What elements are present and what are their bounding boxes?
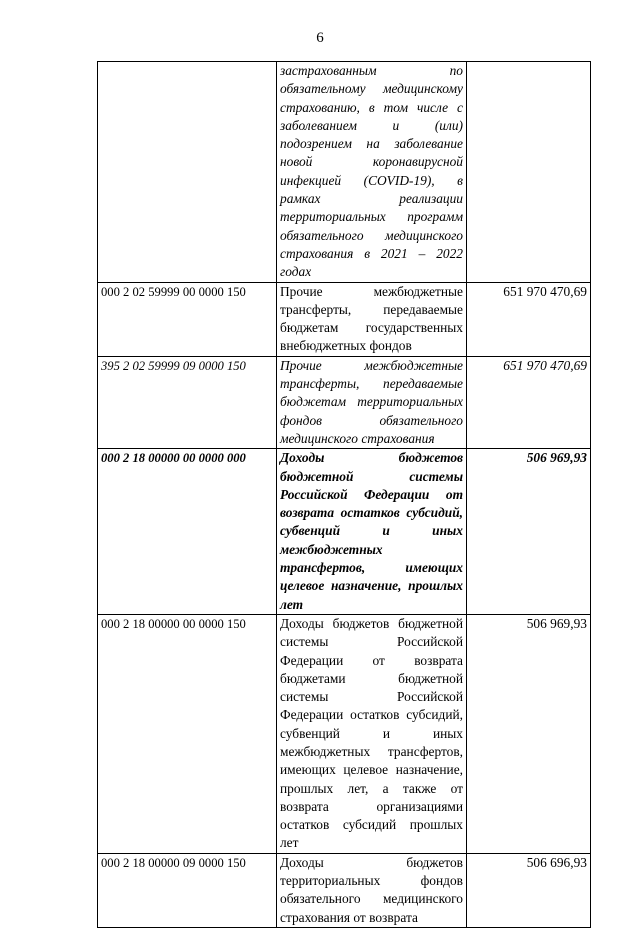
amount-cell: 506 969,93 (467, 449, 591, 615)
classification-code-cell (98, 62, 277, 283)
table-row (98, 356, 591, 448)
classification-code-cell: 000 2 18 00000 00 0000 000 (98, 449, 277, 615)
item-name-cell: Доходы бюджетов бюджетной системы Российской Федерации от возврата остатков субсидий, субвенций и иных межбюджетных трансфертов, имеющих целевое назначение, прошлых лет (277, 449, 467, 615)
classification-code-cell: 395 2 02 59999 09 0000 150 (98, 356, 277, 448)
item-name-cell: Прочие межбюджетные трансферты, передаваемые бюджетам государственных внебюджетных фондов (277, 282, 467, 356)
classification-code-cell: 000 2 18 00000 00 0000 150 (98, 614, 277, 853)
amount-cell: 651 970 470,69 (467, 356, 591, 448)
classification-code-cell: 000 2 02 59999 00 0000 150 (98, 282, 277, 356)
amount-cell: 651 970 470,69 (467, 282, 591, 356)
amount-cell (467, 62, 591, 283)
page-number: 6 (316, 30, 324, 46)
classification-code-cell: 000 2 18 00000 09 0000 150 (98, 853, 277, 927)
table-row (98, 449, 591, 615)
amount-cell: 506 696,93 (467, 853, 591, 927)
item-name-cell: застрахованным по обязательному медицинскому страхованию, в том числе с заболеванием и (или) подозрением на заболевание новой коронавирусной инфекцией (COVID-19), в рамках реализации территориальных программ обязательного медицинского страхования в 2021 – 2022 годах (277, 62, 467, 283)
item-name-cell: Доходы бюджетов территориальных фондов обязательного медицинского страхования от возврата (277, 853, 467, 927)
item-name-cell: Прочие межбюджетные трансферты, передаваемые бюджетам территориальных фондов обязательного медицинского страхования (277, 356, 467, 448)
budget-revenue-table (97, 61, 591, 928)
table-row (98, 62, 591, 283)
table-row (98, 614, 591, 853)
item-name-cell: Доходы бюджетов бюджетной системы Российской Федерации от возврата бюджетами бюджетной системы Российской Федерации остатков субсидий, субвенций и иных межбюджетных трансфертов, имеющих целевое назначение, прошлых лет, а также от возврата организациями остатков субсидий прошлых лет (277, 614, 467, 853)
table-row (98, 282, 591, 356)
table-row (98, 853, 591, 927)
amount-cell: 506 969,93 (467, 614, 591, 853)
